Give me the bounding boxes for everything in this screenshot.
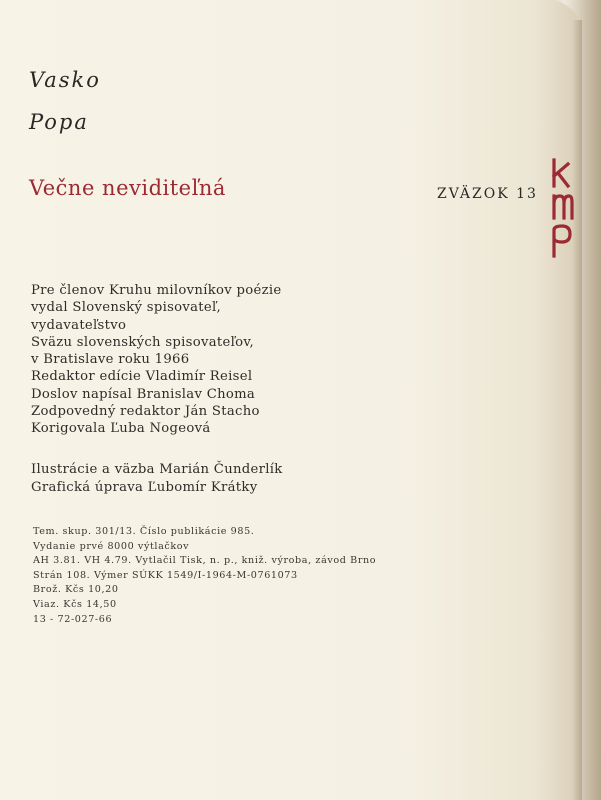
technical-details xyxy=(33,525,376,627)
volume-number: ZVÄZOK 13 xyxy=(437,186,538,202)
imprint-line: v Bratislave roku 1966 xyxy=(31,352,190,368)
imprint-line: Pre členov Kruhu milovníkov poézie xyxy=(31,283,282,298)
imprint-line: vydavateľstvo xyxy=(31,317,127,333)
tech-line: Strán 108. Výmer SÚKK 1549/I-1964-M-0761073 xyxy=(33,569,298,581)
imprint-line: Redaktor edície Vladimír Reisel xyxy=(31,369,253,385)
imprint-block xyxy=(31,282,281,438)
imprint-line: Sväzu slovenských spisovateľov, xyxy=(31,334,255,350)
logo-letter-p xyxy=(554,226,570,256)
imprint-line: Korigovala Ľuba Nogeová xyxy=(31,421,211,437)
author-first-name: Vasko xyxy=(29,68,101,92)
tech-line: AH 3.81. VH 4.79. Vytlačil Tisk, n. p., kniž. výroba, závod Brno xyxy=(33,555,377,567)
logo-letter-m xyxy=(554,196,572,218)
imprint-line: Zodpovedný redaktor Ján Stacho xyxy=(31,404,260,420)
imprint-line: Doslov napísal Branislav Choma xyxy=(31,386,256,402)
page-curl-shadow xyxy=(572,20,582,800)
credits-block xyxy=(31,461,283,497)
credit-line: Ilustrácie a väzba Marián Čunderlík xyxy=(31,462,283,477)
tech-line: 13 - 72-027-66 xyxy=(33,613,113,625)
imprint-line: vydal Slovenský spisovateľ, xyxy=(31,300,222,316)
credit-line: Grafická úprava Ľubomír Krátky xyxy=(31,480,258,495)
publisher-logo-kmp xyxy=(550,158,574,258)
author-last-name: Popa xyxy=(29,110,89,134)
logo-letter-k xyxy=(554,160,568,186)
book-title: Večne neviditeľná xyxy=(29,176,226,200)
tech-line: Brož. Kčs 10,20 xyxy=(33,584,119,596)
tech-line: Vydanie prvé 8000 výtlačkov xyxy=(33,540,190,552)
tech-line: Tem. skup. 301/13. Číslo publikácie 985. xyxy=(33,526,255,537)
tech-line: Viaz. Kčs 14,50 xyxy=(33,598,117,610)
